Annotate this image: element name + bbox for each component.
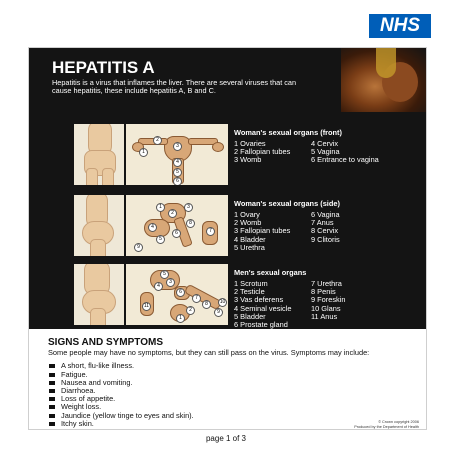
- organ-label: 6 Vagina: [311, 210, 340, 219]
- symptom-list: [48, 362, 408, 428]
- organ-label: 5 Bladder: [234, 311, 266, 321]
- organ-label: 6 Entrance to vagina: [311, 155, 379, 165]
- panel-title: Men's sexual organs: [234, 268, 307, 277]
- header-photo: [341, 48, 426, 112]
- panel-labels: [234, 199, 390, 252]
- organ-label: 9 Foreskin: [311, 295, 346, 305]
- leaflet-page: [28, 47, 427, 430]
- organ-label: 2 Fallopian tubes: [234, 147, 291, 157]
- organ-label: 1 Scrotum: [234, 279, 268, 288]
- organ-label: 4 Seminal vesicle: [234, 303, 292, 313]
- panel-female-side: [74, 195, 390, 256]
- signs-title: SIGNS AND SYMPTOMS: [48, 337, 164, 348]
- organ-label: 8 Cervix: [311, 226, 339, 236]
- male-body-side-figure: [74, 264, 124, 325]
- female-body-front-figure: [74, 124, 124, 185]
- panel-female-front: [74, 124, 390, 185]
- signs-section: [48, 337, 408, 428]
- header-banner: [29, 48, 426, 112]
- organ-label: 8 Penis: [311, 287, 336, 297]
- organ-label: 6 Prostate gland: [234, 320, 288, 330]
- copyright-notice: [279, 420, 419, 429]
- organ-label: 3 Womb: [234, 155, 262, 165]
- list-item: Fatigue.: [48, 371, 408, 379]
- organ-label: 1 Ovary: [234, 210, 260, 219]
- list-item: Jaundice (yellow tinge to eyes and skin).: [48, 412, 408, 420]
- organ-label: 2 Testicle: [234, 287, 265, 297]
- organ-label: 9 Clitoris: [311, 234, 340, 244]
- photo-scarf: [376, 48, 396, 78]
- female-body-side-figure: [74, 195, 124, 256]
- list-item: A short, flu-like illness.: [48, 362, 408, 370]
- female-side-organ-diagram: 1 2 3 4 5 6 7 8 9: [126, 195, 228, 256]
- panel-labels: [234, 128, 390, 165]
- nhs-logo: NHS: [369, 14, 431, 38]
- organ-label: 7 Anus: [311, 218, 334, 228]
- organ-label: 3 Vas deferens: [234, 295, 284, 305]
- organ-label: 10 Glans: [311, 303, 341, 313]
- organ-label: [311, 244, 390, 252]
- organ-label: 11 Anus: [311, 311, 338, 321]
- intro-text: Hepatitis is a virus that inflames the liver. There are several viruses that can cause hepatitis, these include hepatitis A, B and C.: [52, 78, 297, 96]
- organ-label: [311, 321, 390, 329]
- list-item: Nausea and vomiting.: [48, 379, 408, 387]
- organ-label: 4 Bladder: [234, 234, 266, 244]
- list-item: Loss of appetite.: [48, 395, 408, 403]
- male-organ-diagram: 1 2 3 4 5 6 7 8 9 10 11: [126, 264, 228, 325]
- organ-label: 3 Fallopian tubes: [234, 226, 291, 236]
- copyright-line: Produced by the Department of Health: [354, 424, 419, 429]
- signs-intro: Some people may have no symptoms, but they can still pass on the virus. Symptoms may include:: [48, 348, 370, 357]
- female-front-organ-diagram: 1 2 3 4 5 6: [126, 124, 228, 185]
- panel-title: Woman's sexual organs (front): [234, 128, 342, 137]
- organ-label: 4 Cervix: [311, 139, 339, 148]
- page-number: page 1 of 3: [205, 434, 247, 443]
- copyright-line: © Crown copyright 2006: [378, 420, 419, 424]
- list-item: Diarrhoea.: [48, 387, 408, 395]
- page-title: HEPATITIS A: [52, 58, 155, 77]
- list-item: Itchy skin.: [48, 420, 408, 428]
- organ-label: 5 Urethra: [234, 242, 265, 252]
- list-item: Weight loss.: [48, 403, 408, 411]
- organ-label: 1 Ovaries: [234, 139, 266, 148]
- organ-label: 7 Urethra: [311, 279, 342, 288]
- panel-male: [74, 264, 390, 330]
- organ-label: 5 Vagina: [311, 147, 340, 157]
- panel-labels: [234, 268, 390, 329]
- panel-title: Woman's sexual organs (side): [234, 199, 340, 208]
- organ-label: 2 Womb: [234, 218, 262, 228]
